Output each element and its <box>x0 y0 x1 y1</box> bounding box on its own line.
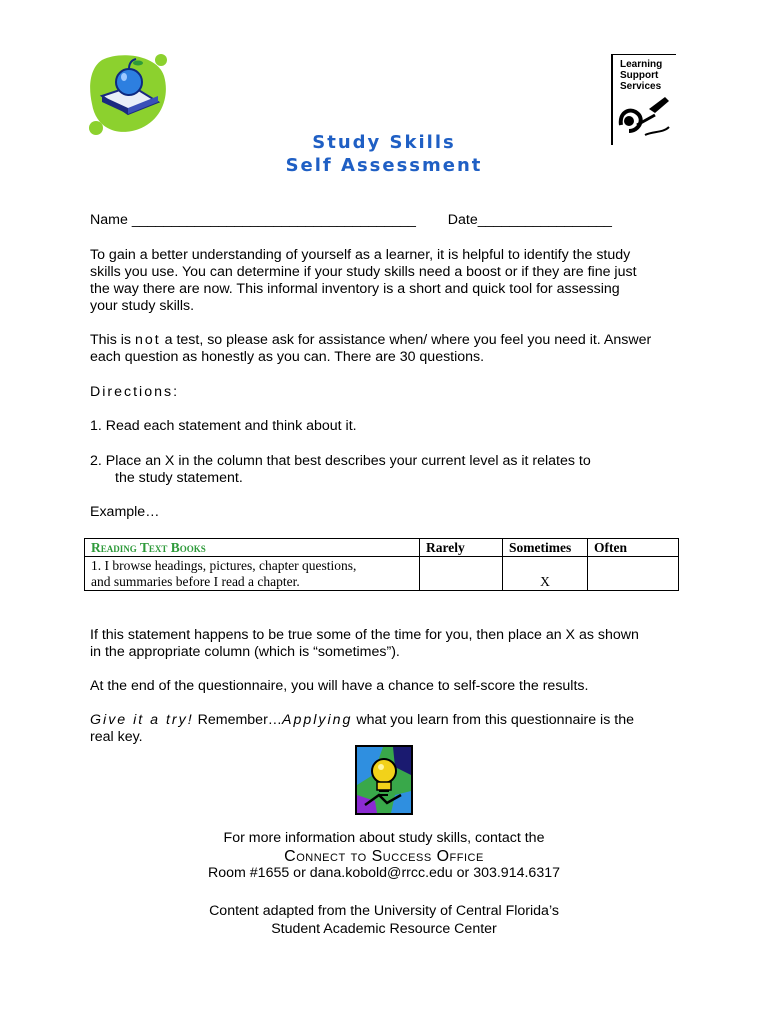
text-fragment: Remember… <box>193 712 282 728</box>
footer-line: For more information about study skills, contact the <box>223 830 545 846</box>
name-date-row <box>90 212 690 229</box>
title-line-2: Self Assessment <box>285 155 483 176</box>
text-line: the way there are now. This informal inventory is a short and quick tool for assessing <box>90 281 620 297</box>
give-it-a-try-paragraph <box>90 712 680 746</box>
text-line: If this statement happens to be true some of the time for you, then place an X as shown <box>90 627 639 643</box>
col-rarely: Rarely <box>420 539 503 557</box>
cell-often[interactable] <box>588 557 679 591</box>
text-line: To gain a better understanding of yourself as a learner, it is helpful to identify the study <box>90 247 631 263</box>
statement-line: 1. I browse headings, pictures, chapter questions, <box>91 557 357 573</box>
table-statement <box>85 557 420 591</box>
name-field[interactable]: ____________________________________ <box>131 212 416 228</box>
x-mark: X <box>540 574 550 589</box>
lightbulb-clipart <box>355 745 413 815</box>
logo-text-line: Learning <box>620 59 663 70</box>
explanation-paragraph <box>90 627 680 661</box>
not-a-test-paragraph <box>90 332 680 366</box>
date-label: Date <box>447 212 478 228</box>
direction-item-1: 1. Read each statement and think about it. <box>90 418 357 434</box>
direction-item-2 <box>90 453 680 487</box>
apple-book-logo <box>88 52 170 136</box>
text-line: your study skills. <box>90 298 195 314</box>
col-sometimes: Sometimes <box>503 539 588 557</box>
text-line: 2. Place an X in the column that best describes your current level as it relates to <box>90 453 591 469</box>
name-label: Name <box>90 212 128 228</box>
intro-paragraph <box>90 247 680 315</box>
contact-details[interactable]: Room #1655 or dana.kobold@rrcc.edu or 303.914.6317 <box>208 865 560 881</box>
cell-rarely[interactable] <box>420 557 503 591</box>
statement-line: and summaries before I read a chapter. <box>91 573 300 589</box>
text-line: each question as honestly as you can. There are 30 questions. <box>90 349 485 365</box>
cell-sometimes[interactable] <box>503 557 588 591</box>
text-fragment: a test, so please ask for assistance when/ where you feel you need it. Answer <box>160 332 652 348</box>
text-line: in the appropriate column (which is “sometimes”). <box>90 644 400 660</box>
applying-emphasis: Applying <box>282 712 353 728</box>
example-label: Example… <box>90 504 160 520</box>
example-table <box>84 538 679 591</box>
give-it-a-try: Give it a try! <box>90 712 194 728</box>
self-score-note: At the end of the questionnaire, you will have a chance to self-score the results. <box>90 678 589 694</box>
col-often: Often <box>588 539 679 557</box>
logo-text-line: Services <box>620 81 662 92</box>
footer-line: Student Academic Resource Center <box>271 920 497 937</box>
table-category: Reading Text Books <box>85 539 420 557</box>
text-line: skills you use. You can determine if your study skills need a boost or if they are fine just <box>90 264 637 280</box>
footer-contact <box>0 830 768 883</box>
office-name: Connect to Success Office <box>284 847 484 865</box>
footer-line: Content adapted from the University of Central Florida’s <box>209 903 559 919</box>
logo-text-line: Support <box>620 70 659 81</box>
directions-heading: Directions: <box>90 384 180 400</box>
text-line: the study statement. <box>115 470 243 486</box>
date-field[interactable]: _________________ <box>477 212 612 228</box>
text-fragment: what you learn from this questionnaire is the <box>352 712 634 728</box>
footer-credit <box>0 903 768 938</box>
text-line: real key. <box>90 729 143 745</box>
text-fragment: This is <box>90 332 135 348</box>
emphasis-not: not <box>134 332 161 348</box>
title-line-1: Study Skills <box>312 132 456 153</box>
